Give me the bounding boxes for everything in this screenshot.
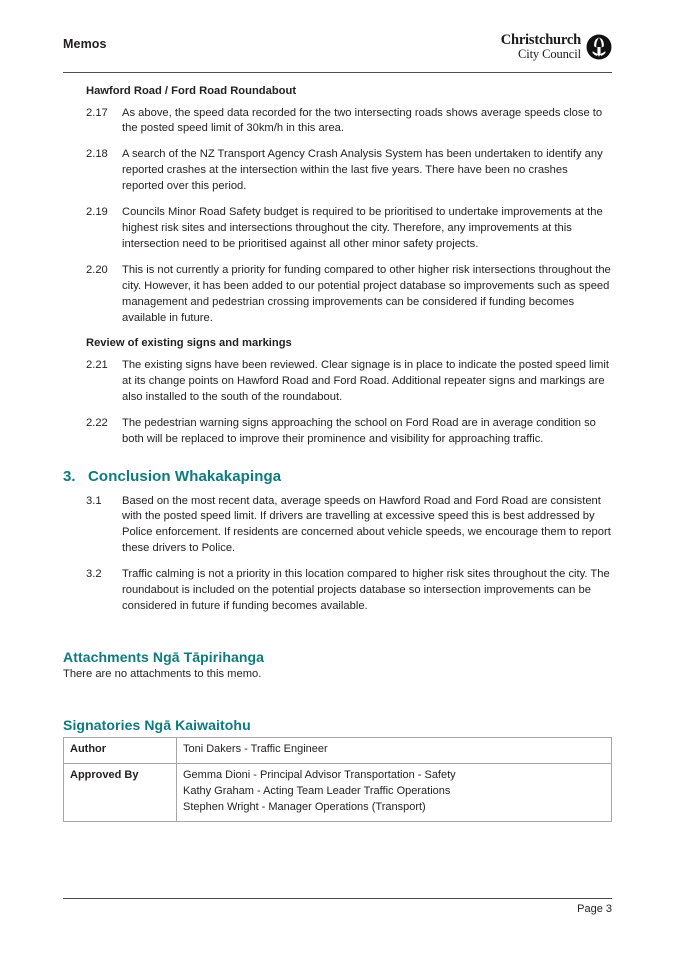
attachments-heading: Attachments Ngā Tāpirihanga <box>63 648 265 665</box>
clause-number: 3.2 <box>86 568 102 581</box>
signatory-names-author <box>177 737 612 763</box>
christchurch-city-council-emblem-icon <box>586 34 612 60</box>
signatory-name: Stephen Wright - Manager Operations (Transport) <box>183 800 426 813</box>
clause-2-19 <box>86 205 612 253</box>
signatories-heading: Signatories Ngā Kaiwaitohu <box>63 716 251 733</box>
clause-2-18 <box>86 147 612 195</box>
signatory-role-approved-by: Approved By <box>64 763 177 821</box>
clause-2-22 <box>86 416 612 448</box>
signatory-name: Toni Dakers - Traffic Engineer <box>183 742 328 755</box>
section-title: Conclusion Whakakapinga <box>88 467 282 485</box>
section-number: 3. <box>63 467 76 485</box>
header-divider <box>63 72 612 73</box>
clause-text: The pedestrian warning signs approaching the school on Ford Road are in average condition so both will be replaced to improve their prominence and visibility for approaching traffic. <box>122 416 596 445</box>
table-row <box>64 737 612 763</box>
signatories-table <box>63 737 612 822</box>
clause-number: 2.20 <box>86 263 108 276</box>
document-body <box>63 80 612 822</box>
clause-text: As above, the speed data recorded for the two intersecting roads shows average speeds close to the posted speed limit of 30km/h in this area. <box>122 106 603 135</box>
attachments-text: There are no attachments to this memo. <box>63 667 262 680</box>
clause-number: 2.21 <box>86 359 108 371</box>
clause-text: Based on the most recent data, average speeds on Hawford Road and Ford Road are consistent with the posted speed limit. If drivers are travelling at excessive speed this is best addressed by Police enforcement. If residents are concerned about vehicle speeds, we encourage them to report these drivers to Police. <box>122 494 611 555</box>
table-row <box>64 763 612 821</box>
footer-divider <box>63 898 612 899</box>
page-title: Memos <box>63 37 107 51</box>
clause-text: The existing signs have been reviewed. Clear signage is in place to indicate the posted speed limit at its change points on Hawford Road and Ford Road. Additional repeater signs and markings are also installed to the south of the roundabout. <box>122 359 609 403</box>
page-number: Page 3 <box>577 903 612 915</box>
council-logo-text <box>501 33 581 61</box>
clause-3-1 <box>86 494 612 558</box>
clause-2-20 <box>86 263 612 327</box>
signatory-role-author: Author <box>64 737 177 763</box>
clause-text: A search of the NZ Transport Agency Crash Analysis System has been undertaken to identify any reported crashes at the intersection within the last five years. There have been no crashes reported over this period. <box>122 148 603 193</box>
signatory-name: Kathy Graham - Acting Team Leader Traffic Operations <box>183 784 451 797</box>
clause-2-21 <box>86 358 612 406</box>
section-heading-conclusion <box>63 468 612 485</box>
clause-number: 2.19 <box>86 206 108 219</box>
clause-text: Traffic calming is not a priority in this location compared to higher risk sites throughout the city. The roundabout is included on the potential projects database so intersection improvements can be considered in future if funding becomes available. <box>122 568 610 612</box>
signatory-name: Gemma Dioni - Principal Advisor Transportation - Safety <box>183 768 456 781</box>
clause-text: This is not currently a priority for funding compared to other higher risk intersections throughout the city. However, it has been added to our potential project database so improvements such as speed management and pedestrian crossing improvements can be considered if funding becomes available in future. <box>122 263 611 324</box>
clause-3-2 <box>86 567 612 615</box>
clause-2-17 <box>86 106 612 138</box>
page-footer <box>63 898 612 915</box>
page-header <box>63 33 612 73</box>
council-logo <box>501 33 612 61</box>
council-logo-line1: Christchurch <box>500 32 581 48</box>
clause-number: 3.1 <box>86 494 102 507</box>
signatory-names-approved-by <box>177 763 612 821</box>
subheading-signs-markings: Review of existing signs and markings <box>86 337 292 350</box>
clause-text: Councils Minor Road Safety budget is required to be prioritised to undertake improvements at the highest risk sites and intersections throughout the city. Therefore, any improvements at this intersection need to be prioritised against all other minor safety projects. <box>122 206 603 250</box>
clause-number: 2.22 <box>86 416 108 429</box>
clause-number: 2.17 <box>86 106 108 119</box>
council-logo-line2: City Council <box>517 47 581 62</box>
clause-number: 2.18 <box>86 148 108 161</box>
subheading-roundabout: Hawford Road / Ford Road Roundabout <box>86 85 297 97</box>
